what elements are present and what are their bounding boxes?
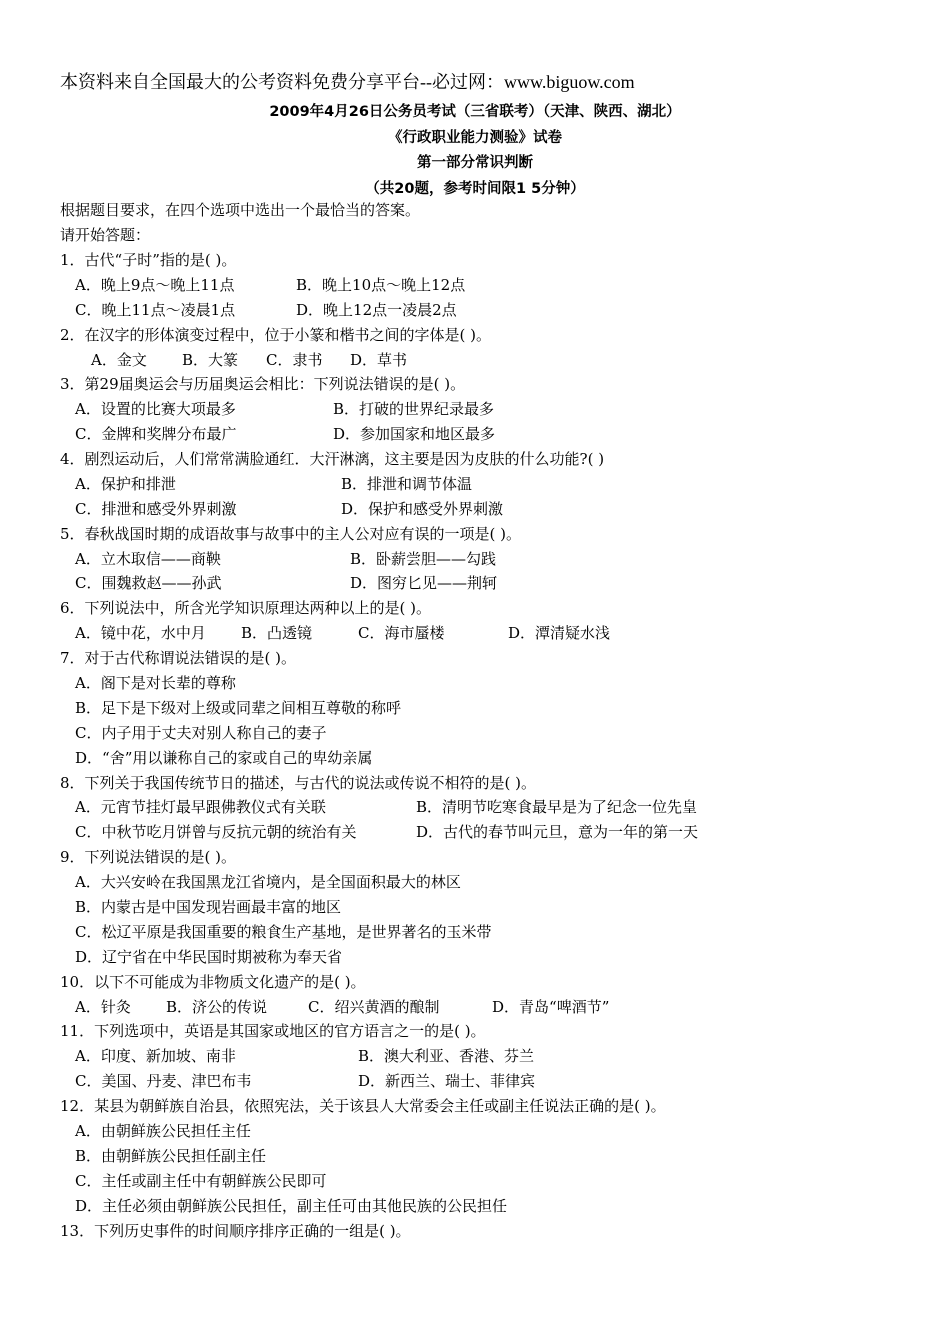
option: B．由朝鲜族公民担任副主任 — [75, 1147, 267, 1165]
option: B．济公的传说 — [166, 998, 268, 1016]
option: A．大兴安岭在我国黑龙江省境内，是全国面积最大的林区 — [75, 873, 461, 891]
option: A．保护和排泄 — [75, 475, 176, 493]
option: A．立木取信——商鞅 — [75, 550, 221, 568]
option: C．内子用于丈夫对别人称自己的妻子 — [75, 724, 327, 742]
option: B．打破的世界纪录最多 — [333, 400, 495, 418]
option: C．排泄和感受外界刺激 — [75, 500, 237, 518]
option: B．大篆 — [182, 351, 239, 369]
source-line: 本资料来自全国最大的公考资料免费分享平台--必过网：www.biguow.com — [60, 72, 635, 92]
question-stem: 7．对于古代称谓说法错误的是( )。 — [60, 649, 297, 667]
option: A．阁下是对长辈的尊称 — [75, 674, 236, 692]
option: C．中秋节吃月饼曾与反抗元朝的统治有关 — [75, 823, 357, 841]
option: C．松辽平原是我国重要的粮食生产基地，是世界著名的玉米带 — [75, 923, 492, 941]
option: A．镜中花，水中月 — [75, 624, 206, 642]
option: A．由朝鲜族公民担任主任 — [75, 1122, 251, 1140]
option: A．设置的比赛大项最多 — [75, 400, 236, 418]
option: A．针灸 — [75, 998, 131, 1016]
option: D．“舍”用以谦称自己的家或自己的卑幼亲属 — [75, 749, 373, 767]
question-stem: 11．下列选项中，英语是其国家或地区的官方语言之一的是( )。 — [60, 1022, 486, 1040]
option: A．晚上9点～晚上11点 — [75, 276, 235, 294]
option: C．绍兴黄酒的酿制 — [308, 998, 440, 1016]
option: A．印度、新加坡、南非 — [75, 1047, 236, 1065]
option: C．主任或副主任中有朝鲜族公民即可 — [75, 1172, 327, 1190]
option: B．晚上10点～晚上12点 — [296, 276, 466, 294]
option: B．凸透镜 — [241, 624, 313, 642]
question-stem: 1．古代“子时”指的是( )。 — [60, 251, 237, 269]
question-stem: 5．春秋战国时期的成语故事与故事中的主人公对应有误的一项是( )。 — [60, 525, 522, 543]
question-stem: 12．某县为朝鲜族自治县，依照宪法，关于该县人大常委会主任或副主任说法正确的是( )。 — [60, 1097, 666, 1115]
option: D．潭清疑水浅 — [508, 624, 611, 642]
option: B．清明节吃寒食最早是为了纪念一位先皇 — [416, 798, 698, 816]
option: D．草书 — [350, 351, 408, 369]
option: D．古代的春节叫元旦，意为一年的第一天 — [416, 823, 699, 841]
option: C．海市蜃楼 — [358, 624, 445, 642]
exam-title: 2009年4月26日公务员考试（三省联考）（天津、陕西、湖北） — [269, 104, 681, 120]
question-stem: 4．剧烈运动后，人们常常满脸通红．大汗淋漓，这主要是因为皮肤的什么功能?( ) — [60, 450, 605, 468]
option: D．晚上12点一凌晨2点 — [296, 301, 457, 319]
question-stem: 2．在汉字的形体演变过程中，位于小篆和楷书之间的字体是( )。 — [60, 326, 492, 344]
option: A．金文 — [91, 351, 147, 369]
option: D．参加国家和地区最多 — [333, 425, 496, 443]
option: A．元宵节挂灯最早跟佛教仪式有关联 — [75, 798, 326, 816]
question-stem: 13．下列历史事件的时间顺序排序正确的一组是( )。 — [60, 1222, 411, 1240]
section-title: 第一部分常识判断 — [417, 155, 533, 171]
option: D．新西兰、瑞士、菲律宾 — [358, 1072, 536, 1090]
option: B．排泄和调节体温 — [341, 475, 473, 493]
option: D．图穷匕见——荆轲 — [350, 574, 498, 592]
time-note: （共20题，参考时间限1 5分钟） — [365, 181, 585, 197]
option: C．美国、丹麦、津巴布韦 — [75, 1072, 252, 1090]
option: D．辽宁省在中华民国时期被称为奉天省 — [75, 948, 343, 966]
option: D．青岛“啤酒节” — [492, 998, 610, 1016]
option: B．足下是下级对上级或同辈之间相互尊敬的称呼 — [75, 699, 402, 717]
question-stem: 9．下列说法错误的是( )。 — [60, 848, 237, 866]
option: C．晚上11点～凌晨1点 — [75, 301, 236, 319]
option: C．金牌和奖牌分布最广 — [75, 425, 237, 443]
question-stem: 3．第29届奥运会与历届奥运会相比：下列说法错误的是( )。 — [60, 375, 466, 393]
option: C．隶书 — [266, 351, 323, 369]
instruction-line: 请开始答题： — [60, 226, 151, 244]
option: C．围魏救赵——孙武 — [75, 574, 222, 592]
option: B．内蒙古是中国发现岩画最丰富的地区 — [75, 898, 342, 916]
question-stem: 8．下列关于我国传统节日的描述，与古代的说法或传说不相符的是( )。 — [60, 774, 537, 792]
instruction-line: 根据题目要求，在四个选项中选出一个最恰当的答案。 — [60, 201, 421, 219]
question-stem: 10．以下不可能成为非物质文化遗产的是( )。 — [60, 973, 366, 991]
question-stem: 6．下列说法中，所含光学知识原理达两种以上的是( )。 — [60, 599, 432, 617]
option: D．主任必须由朝鲜族公民担任，副主任可由其他民族的公民担任 — [75, 1197, 508, 1215]
option: D．保护和感受外界刺激 — [341, 500, 504, 518]
option: B．澳大利亚、香港、芬兰 — [358, 1047, 535, 1065]
option: B．卧薪尝胆——勾践 — [350, 550, 497, 568]
exam-subtitle: 《行政职业能力测验》试卷 — [388, 130, 562, 146]
